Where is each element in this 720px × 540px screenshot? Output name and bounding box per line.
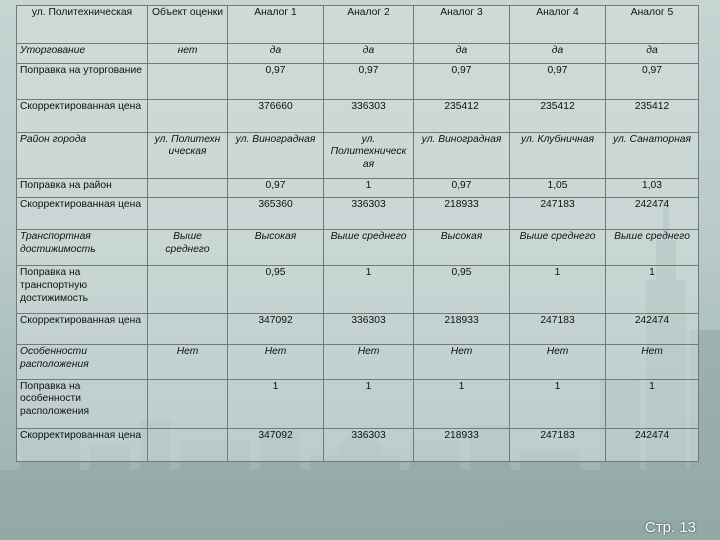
object-cell: ул. Политехн ическая [148,132,228,178]
object-cell [148,314,228,345]
analog-cell: 1 [324,379,414,428]
table-row [17,132,699,178]
analog-cell: 1 [228,379,324,428]
row-label: Поправка на район [17,178,148,197]
street-header: ул. Политехническая [17,6,148,44]
row-label: Скорректированная цена [17,428,148,461]
analog-cell: ул. Виноградная [228,132,324,178]
analog-cell: 235412 [606,100,699,132]
analog-cell: 247183 [510,428,606,461]
analog-cell: ул. Политехническ ая [324,132,414,178]
analog-cell: 1 [606,379,699,428]
analog-cell: ул. Клубничная [510,132,606,178]
analog-cell: Нет [510,345,606,379]
analog-cell: да [324,44,414,64]
analog-cell: 347092 [228,428,324,461]
object-cell [148,266,228,314]
table-row [17,345,699,379]
analog-cell: 336303 [324,428,414,461]
analog-cell: 0,95 [414,266,510,314]
object-cell: Нет [148,345,228,379]
analog-cell: 218933 [414,197,510,229]
analog-cell: Нет [324,345,414,379]
comparison-table [16,5,699,462]
object-cell [148,64,228,100]
row-label: Поправка на особенности расположения [17,379,148,428]
analog-1-header: Аналог 1 [228,6,324,44]
analog-cell: 242474 [606,314,699,345]
table-row [17,229,699,265]
analog-cell: 1 [606,266,699,314]
analog-cell: 242474 [606,197,699,229]
object-cell [148,197,228,229]
analog-cell: Выше среднего [510,229,606,265]
analog-cell: Высокая [414,229,510,265]
analog-cell: 347092 [228,314,324,345]
analog-cell: 0,97 [606,64,699,100]
analog-cell: 1 [510,266,606,314]
analog-cell: Нет [414,345,510,379]
row-label: Скорректированная цена [17,314,148,345]
analog-cell: 0,97 [228,64,324,100]
analog-cell: 0,97 [510,64,606,100]
analog-cell: 242474 [606,428,699,461]
analog-cell: 365360 [228,197,324,229]
analog-cell: 1,05 [510,178,606,197]
table-row [17,197,699,229]
analog-cell: 376660 [228,100,324,132]
row-label: Район города [17,132,148,178]
analog-cell: 336303 [324,100,414,132]
analog-cell: Выше среднего [606,229,699,265]
analog-cell: Нет [228,345,324,379]
object-cell [148,178,228,197]
object-cell [148,379,228,428]
analog-cell: Высокая [228,229,324,265]
row-label: Поправка на уторгование [17,64,148,100]
row-label: Транспортная достижимость [17,229,148,265]
analog-5-header: Аналог 5 [606,6,699,44]
analog-cell: 0,97 [414,178,510,197]
table-row [17,64,699,100]
header-row [17,6,699,44]
analog-cell: 235412 [510,100,606,132]
table-row [17,178,699,197]
analog-cell: 336303 [324,314,414,345]
analog-cell: 1 [324,178,414,197]
object-cell: Выше среднего [148,229,228,265]
object-cell: нет [148,44,228,64]
analog-cell: 0,97 [324,64,414,100]
analog-cell: 247183 [510,314,606,345]
table-row [17,379,699,428]
table-row [17,100,699,132]
object-header: Объект оценки [148,6,228,44]
analog-cell: 1 [510,379,606,428]
analog-cell: Нет [606,345,699,379]
analog-cell: 0,97 [414,64,510,100]
page-number: Стр. 13 [644,519,696,536]
analog-cell: 1,03 [606,178,699,197]
row-label: Особенности расположения [17,345,148,379]
object-cell [148,428,228,461]
analog-cell: да [228,44,324,64]
analog-cell: 218933 [414,314,510,345]
object-cell [148,100,228,132]
analog-cell: 336303 [324,197,414,229]
analog-cell: да [510,44,606,64]
analog-cell: 1 [414,379,510,428]
analog-cell: 1 [324,266,414,314]
analog-cell: 0,97 [228,178,324,197]
analog-cell: 218933 [414,428,510,461]
analog-2-header: Аналог 2 [324,6,414,44]
analog-cell: ул. Виноградная [414,132,510,178]
table-row [17,428,699,461]
analog-cell: да [414,44,510,64]
analog-cell: 235412 [414,100,510,132]
analog-cell: ул. Санаторная [606,132,699,178]
analog-cell: 0,95 [228,266,324,314]
analog-cell: 247183 [510,197,606,229]
table-row [17,314,699,345]
table-row [17,44,699,64]
analog-4-header: Аналог 4 [510,6,606,44]
row-label: Скорректированная цена [17,100,148,132]
table-row [17,266,699,314]
analog-cell: Выше среднего [324,229,414,265]
analog-cell: да [606,44,699,64]
row-label: Поправка на транспортную достижимость [17,266,148,314]
row-label: Скорректированная цена [17,197,148,229]
analog-3-header: Аналог 3 [414,6,510,44]
row-label: Уторгование [17,44,148,64]
